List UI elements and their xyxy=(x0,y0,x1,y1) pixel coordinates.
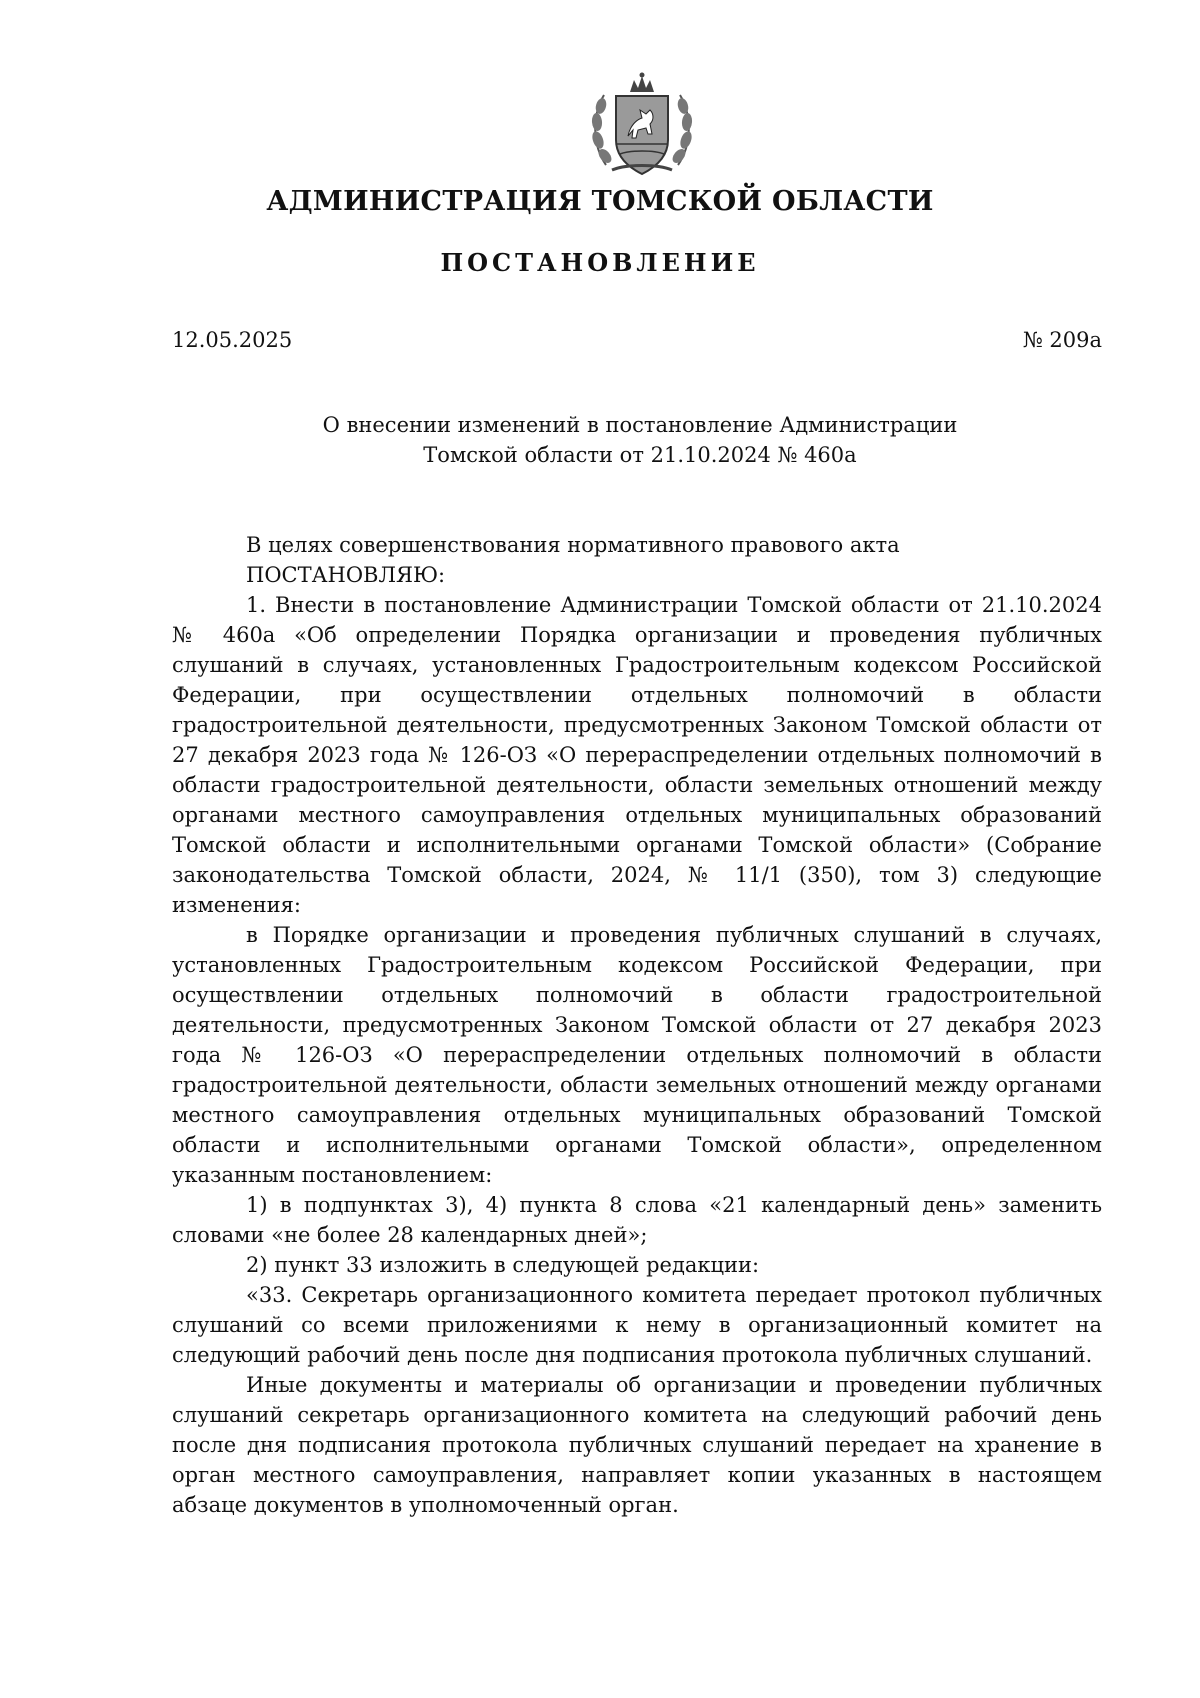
document-date: 12.05.2025 xyxy=(172,328,293,352)
organization-title: АДМИНИСТРАЦИЯ ТОМСКОЙ ОБЛАСТИ xyxy=(266,186,934,217)
document-type: ПОСТАНОВЛЕНИЕ xyxy=(440,248,760,277)
document-number: № 209а xyxy=(1022,328,1102,352)
paragraph-point-33: «33. Секретарь организационного комитета передает протокол публичных слушаний со всеми приложениями к нему в организационный комитет на следующий рабочий день после дня подписания протокола публичных слушаний. xyxy=(172,1283,1102,1367)
coat-of-arms-icon xyxy=(586,70,698,182)
paragraph-item-1: 1. Внести в постановление Администрации Томской области от 21.10.2024 № 460а «Об определении Порядка организации и проведения публичных слушаний в случаях, установленных Градостроительным кодексом Российской Федерации, при осуществлении отдельных полномочий в области градостроительной деятельности, предусмотренных Законом Томской области от 27 декабря 2023 года № 126-ОЗ «О перераспределении отдельных полномочий в области градостроительной деятельности, области земельных отношений между органами местного самоуправления отдельных муниципальных образований Томской области и исполнительными органами Томской области» (Собрание законодательства Томской области, 2024, № 11/1 (350), том 3) следующие изменения: xyxy=(172,593,1102,917)
document-subject xyxy=(260,410,1020,470)
subject-line-1: О внесении изменений в постановление Администрации xyxy=(322,413,958,437)
paragraph-other-documents: Иные документы и материалы об организации и проведении публичных слушаний секретарь организационного комитета на следующий рабочий день после дня подписания протокола публичных слушаний передает на хранение в орган местного самоуправления, направляет копии указанных в настоящем абзаце документов в уполномоченный орган. xyxy=(172,1373,1102,1517)
paragraph-procedure: в Порядке организации и проведения публичных слушаний в случаях, установленных Градостроительным кодексом Российской Федерации, при осуществлении отдельных полномочий в области градостроительной деятельности, предусмотренных Законом Томской области от 27 декабря 2023 года № 126-ОЗ «О перераспределении отдельных полномочий в области градостроительной деятельности, области земельных отношений между органами местного самоуправления отдельных муниципальных образований Томской области и исполнительными органами Томской области», определенном указанным постановлением: xyxy=(172,923,1102,1187)
paragraph-subitem-1: 1) в подпунктах 3), 4) пункта 8 слова «21 календарный день» заменить словами «не более 28 календарных дней»; xyxy=(172,1193,1102,1247)
subject-line-2: Томской области от 21.10.2024 № 460а xyxy=(423,443,857,467)
paragraph-resolve: ПОСТАНОВЛЯЮ: xyxy=(246,563,446,587)
paragraph-purpose: В целях совершенствования нормативного правового акта xyxy=(246,533,900,557)
paragraph-subitem-2: 2) пункт 33 изложить в следующей редакции: xyxy=(246,1253,760,1277)
document-body xyxy=(172,530,1102,1520)
